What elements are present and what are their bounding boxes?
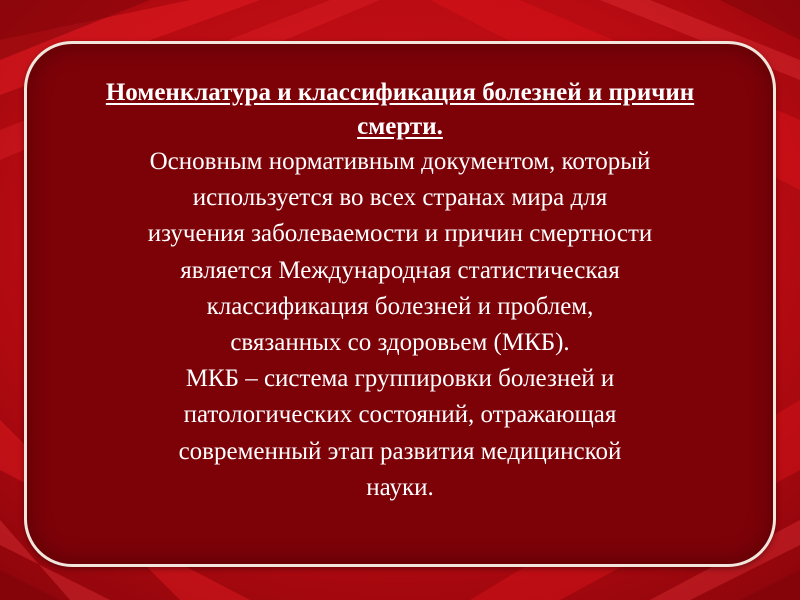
body-line-5: классификация болезней и проблем, (206, 292, 594, 320)
body-line-6: связанных со здоровьем (МКБ). (230, 329, 570, 357)
body-line-4: является Международная статистическая (180, 256, 620, 284)
body-line-9: современный этап развития медицинской (178, 437, 622, 465)
body-line-2: используется во всех странах мира для (192, 184, 608, 212)
body-line-1: Основным нормативным документом, который (149, 148, 651, 175)
content-card (24, 41, 776, 567)
body-line-8: патологических состояний, отражающая (183, 401, 617, 429)
body-line-3: изучения заболеваемости и причин смертности (147, 220, 653, 248)
body-line-10: науки. (366, 473, 434, 501)
slide-title: Номенклатура и классификация болезней и причин смерти. (105, 79, 695, 140)
body-line-7: МКБ – система группировки болезней и (185, 365, 615, 393)
